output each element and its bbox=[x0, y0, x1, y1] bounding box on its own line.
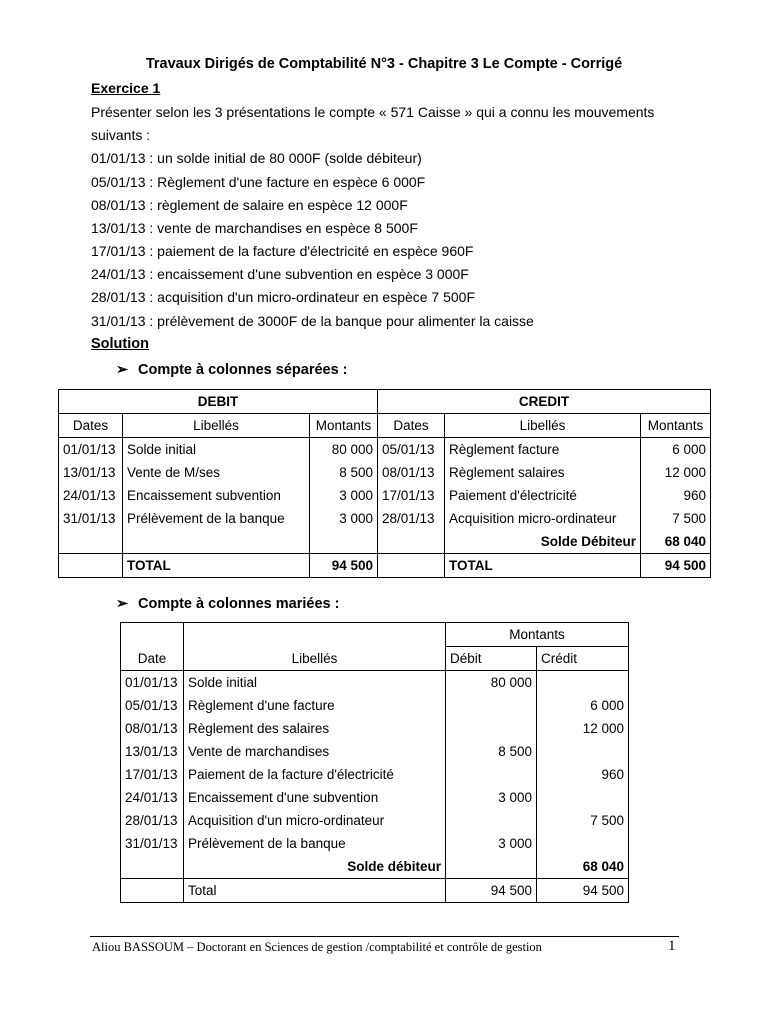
married-heading bbox=[116, 596, 339, 612]
credit-total: 94 500 bbox=[641, 554, 711, 578]
table-header-row bbox=[121, 623, 629, 647]
credit-label: Règlement salaires bbox=[445, 461, 641, 484]
footer-dash: – bbox=[184, 940, 197, 954]
intro-line: Présenter selon les 3 présentations le compte « 571 Caisse » qui a connu les mouvements bbox=[91, 104, 655, 120]
row-label: Règlement d'une facture bbox=[184, 694, 446, 717]
credit-amount: 6 000 bbox=[641, 438, 711, 462]
row-debit bbox=[446, 717, 537, 740]
total-row bbox=[59, 554, 711, 578]
total-row bbox=[121, 879, 629, 903]
table-header-row bbox=[59, 390, 711, 414]
row-debit bbox=[446, 763, 537, 786]
credit-amount: 7 500 bbox=[641, 507, 711, 530]
row-debit: 8 500 bbox=[446, 740, 537, 763]
movement-line: 05/01/13 : Règlement d'une facture en espèce 6 000F bbox=[91, 174, 426, 190]
col-date: Date bbox=[121, 623, 184, 671]
row-debit: 3 000 bbox=[446, 832, 537, 855]
credit-date: 08/01/13 bbox=[378, 461, 445, 484]
footer-text bbox=[92, 940, 542, 955]
page-number: 1 bbox=[668, 938, 676, 954]
table-row bbox=[59, 484, 711, 507]
footer-divider bbox=[90, 936, 679, 937]
col-debit: Débit bbox=[446, 647, 537, 671]
row-credit bbox=[537, 671, 629, 695]
col-libelles: Libellés bbox=[445, 414, 641, 438]
debit-label: Vente de M/ses bbox=[123, 461, 310, 484]
movement-line: 24/01/13 : encaissement d'une subvention en espèce 3 000F bbox=[91, 266, 469, 282]
row-label: Solde initial bbox=[184, 671, 446, 695]
intro-line: suivants : bbox=[91, 127, 151, 143]
debit-date: 13/01/13 bbox=[59, 461, 123, 484]
row-date: 08/01/13 bbox=[121, 717, 184, 740]
row-credit: 6 000 bbox=[537, 694, 629, 717]
credit-label: Paiement d'électricité bbox=[445, 484, 641, 507]
row-label: Règlement des salaires bbox=[184, 717, 446, 740]
table-row bbox=[121, 671, 629, 695]
debit-label: Encaissement subvention bbox=[123, 484, 310, 507]
row-debit bbox=[446, 694, 537, 717]
debit-amount: 8 500 bbox=[310, 461, 378, 484]
solde-row bbox=[59, 530, 711, 554]
table-row bbox=[121, 717, 629, 740]
row-date: 01/01/13 bbox=[121, 671, 184, 695]
solution-heading: Solution bbox=[91, 336, 149, 352]
debit-total: 94 500 bbox=[310, 554, 378, 578]
exercise-heading: Exercice 1 bbox=[91, 80, 161, 96]
row-credit: 12 000 bbox=[537, 717, 629, 740]
table-row bbox=[121, 740, 629, 763]
solde-label: Solde débiteur bbox=[184, 855, 446, 879]
total-label: TOTAL bbox=[445, 554, 641, 578]
movement-line: 08/01/13 : règlement de salaire en espèce 12 000F bbox=[91, 197, 408, 213]
movement-line: 13/01/13 : vente de marchandises en espèce 8 500F bbox=[91, 220, 418, 236]
row-label: Vente de marchandises bbox=[184, 740, 446, 763]
separated-heading bbox=[116, 362, 348, 378]
col-libelles: Libellés bbox=[123, 414, 310, 438]
row-date: 28/01/13 bbox=[121, 809, 184, 832]
separated-heading-text: Compte à colonnes séparées : bbox=[138, 362, 348, 378]
total-label: Total bbox=[184, 879, 446, 903]
table-row bbox=[121, 694, 629, 717]
table-row bbox=[121, 832, 629, 855]
debit-date: 24/01/13 bbox=[59, 484, 123, 507]
col-montants: Montants bbox=[641, 414, 711, 438]
row-debit: 80 000 bbox=[446, 671, 537, 695]
row-label: Acquisition d'un micro-ordinateur bbox=[184, 809, 446, 832]
credit-amount: 12 000 bbox=[641, 461, 711, 484]
debit-date: 01/01/13 bbox=[59, 438, 123, 462]
credit-total: 94 500 bbox=[537, 879, 629, 903]
credit-date: 17/01/13 bbox=[378, 484, 445, 507]
row-date: 13/01/13 bbox=[121, 740, 184, 763]
credit-amount: 960 bbox=[641, 484, 711, 507]
credit-date: 05/01/13 bbox=[378, 438, 445, 462]
movement-line: 28/01/13 : acquisition d'un micro-ordinateur en espèce 7 500F bbox=[91, 289, 476, 305]
debit-amount: 3 000 bbox=[310, 507, 378, 530]
col-libelles: Libellés bbox=[184, 623, 446, 671]
credit-label: Acquisition micro-ordinateur bbox=[445, 507, 641, 530]
page-title: Travaux Dirigés de Comptabilité N°3 - Chapitre 3 Le Compte - Corrigé bbox=[145, 56, 623, 72]
row-credit: 960 bbox=[537, 763, 629, 786]
debit-amount: 80 000 bbox=[310, 438, 378, 462]
row-credit bbox=[537, 740, 629, 763]
movement-line: 17/01/13 : paiement de la facture d'électricité en espèce 960F bbox=[91, 243, 474, 259]
solde-amount: 68 040 bbox=[641, 530, 711, 554]
separated-columns-table bbox=[58, 389, 711, 578]
debit-total: 94 500 bbox=[446, 879, 537, 903]
credit-date: 28/01/13 bbox=[378, 507, 445, 530]
arrow-bullet-icon: ➢ bbox=[116, 362, 129, 378]
table-header-row bbox=[59, 414, 711, 438]
col-dates: Dates bbox=[59, 414, 123, 438]
table-row bbox=[59, 461, 711, 484]
row-date: 17/01/13 bbox=[121, 763, 184, 786]
solde-amount: 68 040 bbox=[537, 855, 629, 879]
col-montants: Montants bbox=[310, 414, 378, 438]
row-date: 24/01/13 bbox=[121, 786, 184, 809]
footer-role: Doctorant en Sciences de gestion /comptabilité et contrôle de gestion bbox=[196, 940, 542, 954]
row-label: Prélèvement de la banque bbox=[184, 832, 446, 855]
row-date: 31/01/13 bbox=[121, 832, 184, 855]
table-row bbox=[59, 438, 711, 462]
debit-amount: 3 000 bbox=[310, 484, 378, 507]
debit-date: 31/01/13 bbox=[59, 507, 123, 530]
row-date: 05/01/13 bbox=[121, 694, 184, 717]
arrow-bullet-icon: ➢ bbox=[116, 596, 129, 612]
solde-label: Solde Débiteur bbox=[445, 530, 641, 554]
debit-label: Solde initial bbox=[123, 438, 310, 462]
row-credit: 7 500 bbox=[537, 809, 629, 832]
row-label: Paiement de la facture d'électricité bbox=[184, 763, 446, 786]
col-dates: Dates bbox=[378, 414, 445, 438]
credit-label: Règlement facture bbox=[445, 438, 641, 462]
movement-line: 31/01/13 : prélèvement de 3000F de la banque pour alimenter la caisse bbox=[91, 313, 534, 329]
table-row bbox=[59, 507, 711, 530]
footer-author: Aliou BASSOUM bbox=[92, 940, 185, 954]
married-heading-text: Compte à colonnes mariées : bbox=[138, 596, 340, 612]
debit-header: DEBIT bbox=[59, 390, 378, 414]
row-credit bbox=[537, 786, 629, 809]
col-credit: Crédit bbox=[537, 647, 629, 671]
married-columns-table bbox=[120, 622, 629, 903]
credit-header: CREDIT bbox=[378, 390, 711, 414]
table-row bbox=[121, 809, 629, 832]
row-label: Encaissement d'une subvention bbox=[184, 786, 446, 809]
movement-line: 01/01/13 : un solde initial de 80 000F (solde débiteur) bbox=[91, 150, 422, 166]
row-debit bbox=[446, 809, 537, 832]
row-debit: 3 000 bbox=[446, 786, 537, 809]
total-label: TOTAL bbox=[123, 554, 310, 578]
solde-row bbox=[121, 855, 629, 879]
table-row bbox=[121, 786, 629, 809]
row-credit bbox=[537, 832, 629, 855]
col-montants: Montants bbox=[446, 623, 629, 647]
debit-label: Prélèvement de la banque bbox=[123, 507, 310, 530]
table-row bbox=[121, 763, 629, 786]
